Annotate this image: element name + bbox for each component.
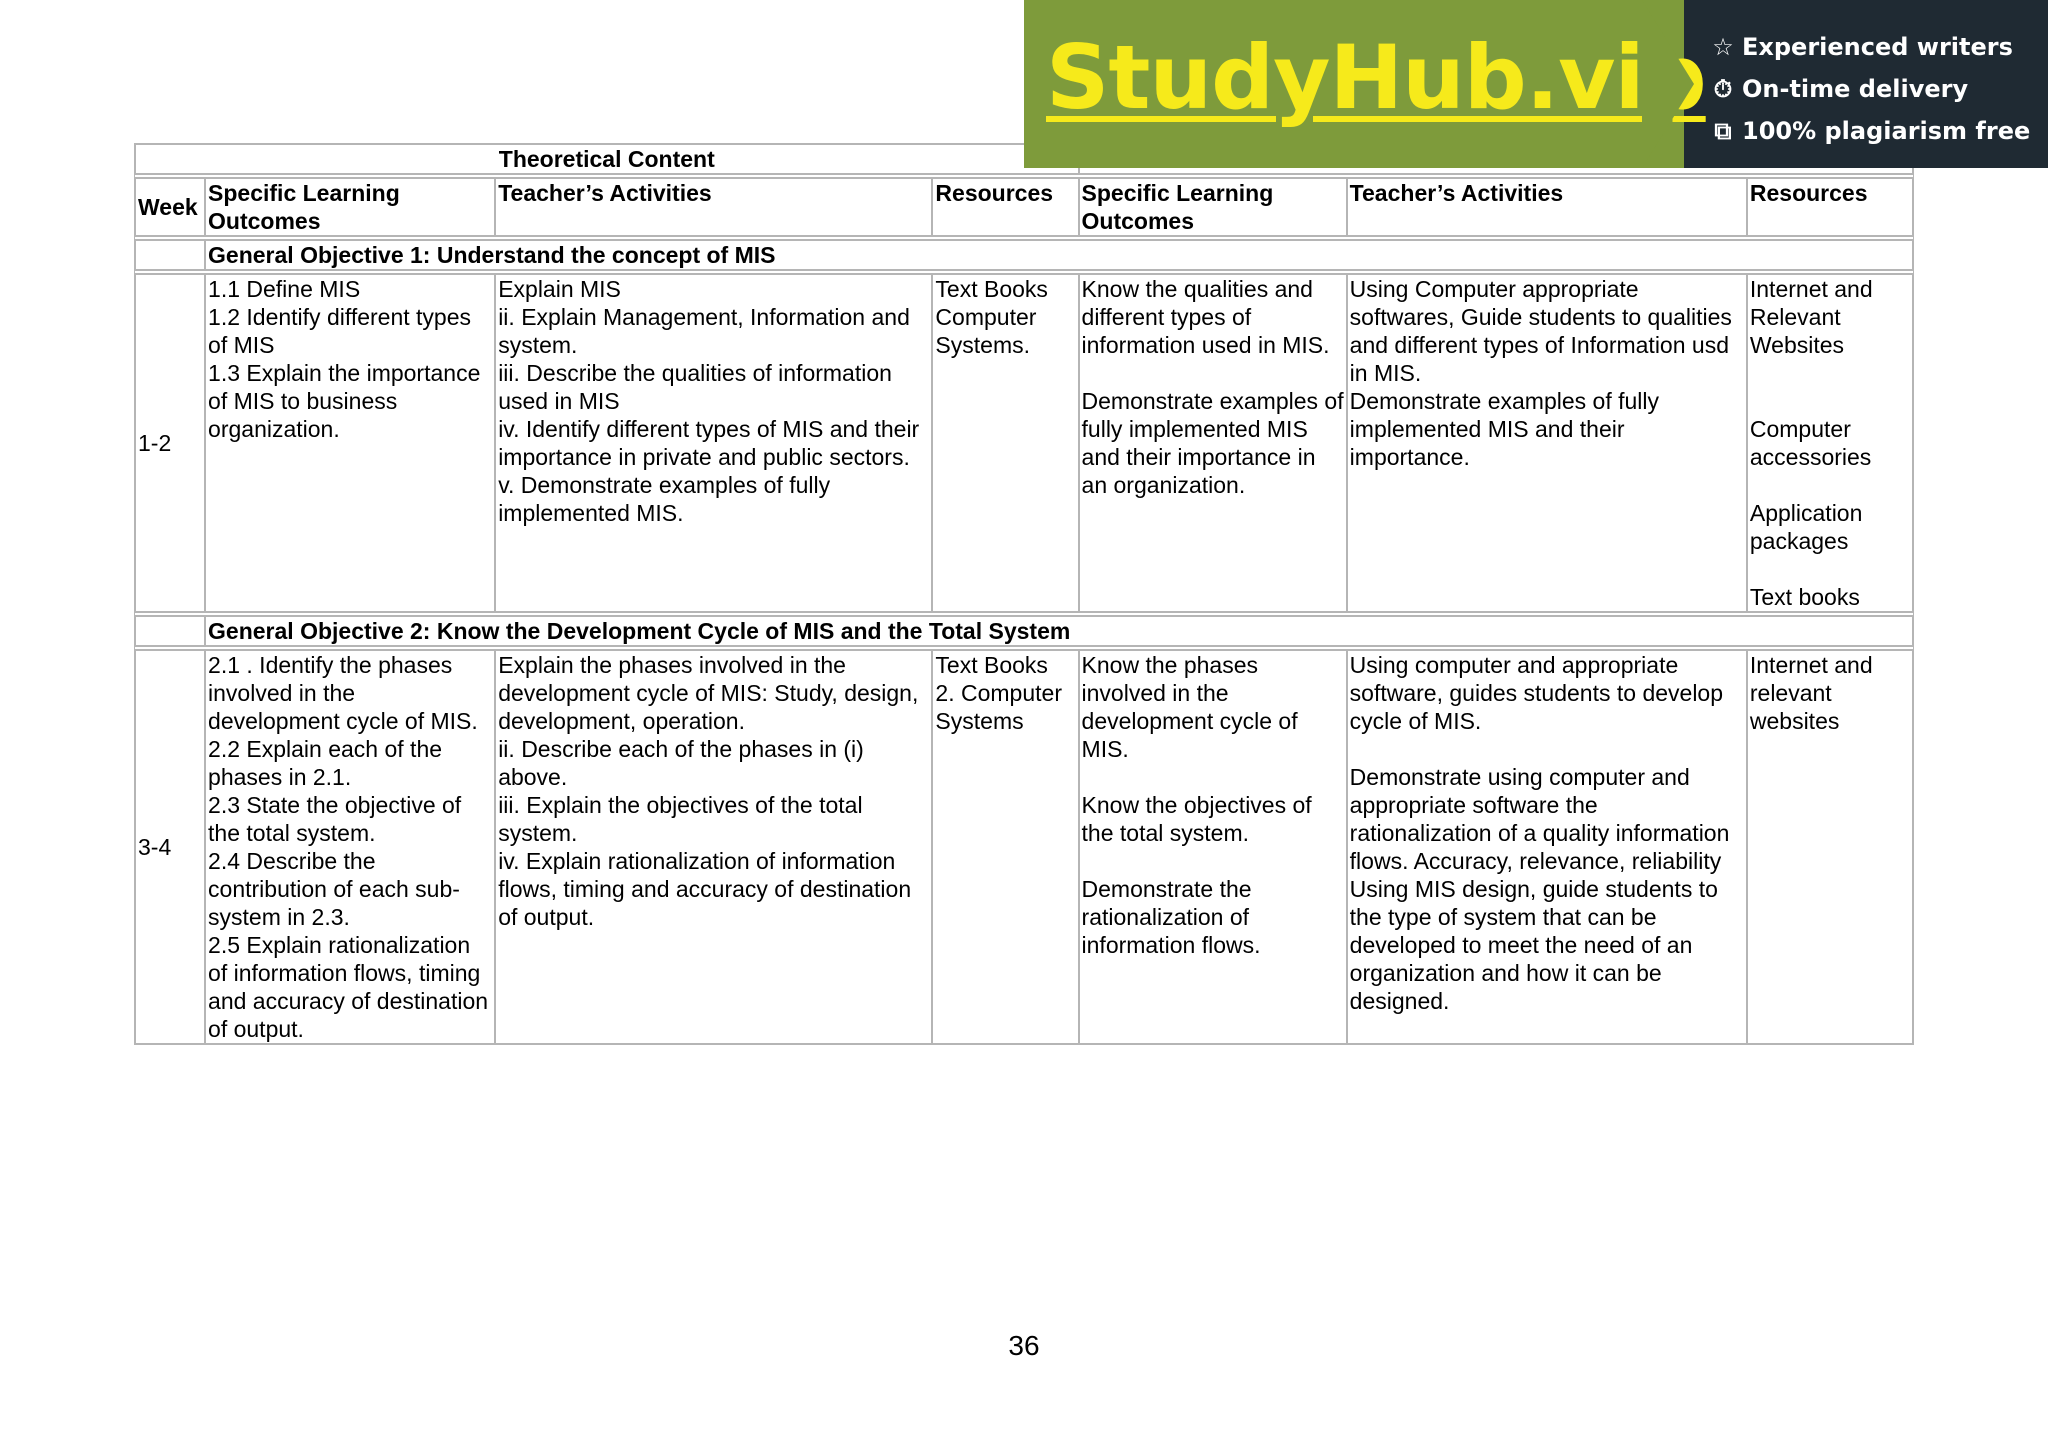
slo-practical-cell: Know the phases involved in the development cycle of MIS. Know the objectives of the total system. Demonstrate the rationalization of information flows. [1079, 650, 1347, 1044]
header-week: Week [135, 178, 205, 236]
week-cell: 1-2 [135, 274, 205, 612]
resources-practical-cell: Internet and relevant websites [1747, 650, 1913, 1044]
resources-cell: Text Books 2. Computer Systems [932, 650, 1078, 1044]
objective-week-blank [135, 616, 205, 646]
teacher-activities-cell: Explain the phases involved in the development cycle of MIS: Study, design, development, operation. ii. Describe each of the phases in (i) above. iii. Explain the objectives of the total system. iv. Explain rationalization of information flows, timing and accuracy of destination of output. [495, 650, 932, 1044]
slo-cell: 1.1 Define MIS 1.2 Identify different types of MIS 1.3 Explain the importance of MIS to business organization. [205, 274, 495, 612]
objective-row-2 [135, 616, 1913, 646]
clock-icon: ⏱ [1713, 75, 1733, 103]
header-teacher-practical: Teacher’s Activities [1347, 178, 1747, 236]
header-resources-practical: Resources [1747, 178, 1913, 236]
banner-logo-panel [1024, 0, 1706, 168]
slo-cell: 2.1 . Identify the phases involved in the development cycle of MIS. 2.2 Explain each of the phases in 2.1. 2.3 State the objective of the total system. 2.4 Describe the contribution of each sub-system in 2.3. 2.5 Explain rationalization of information flows, timing and accuracy of destination of output. [205, 650, 495, 1044]
table-row [135, 650, 1913, 1044]
star-icon: ☆ [1712, 33, 1734, 61]
header-row [135, 178, 1913, 236]
copy-icon: ⧉ [1714, 117, 1732, 145]
feature-item [1710, 68, 2030, 110]
general-objective-1: General Objective 1: Understand the concept of MIS [205, 240, 1913, 270]
section-title: Theoretical Content [135, 144, 1079, 174]
studyhub-logo: StudyHub.vip [1046, 26, 1706, 129]
curriculum-table [134, 143, 1914, 1045]
feature-item [1710, 26, 2030, 68]
header-resources: Resources [932, 178, 1078, 236]
objective-week-blank [135, 240, 205, 270]
slo-practical-cell: Know the qualities and different types of information used in MIS. Demonstrate examples of fully implemented MIS and their importance in an organization. [1079, 274, 1347, 612]
feature-label: Experienced writers [1742, 33, 2013, 61]
page-number: 36 [1008, 1330, 1040, 1361]
watermark-banner[interactable] [1024, 0, 2048, 168]
teacher-activities-cell: Explain MIS ii. Explain Management, Information and system. iii. Describe the qualities of information used in MIS iv. Identify different types of MIS and their importance in private and public sectors. v. Demonstrate examples of fully implemented MIS. [495, 274, 932, 612]
feature-label: 100% plagiarism free [1742, 117, 2031, 145]
header-slo-practical: Specific Learning Outcomes [1079, 178, 1347, 236]
feature-label: On-time delivery [1742, 75, 1969, 103]
banner-arrow-shape [1642, 0, 1694, 168]
teacher-activities-practical-cell: Using computer and appropriate software, guides students to develop cycle of MIS. Demonstrate using computer and appropriate software the rationalization of a quality information flows. Accuracy, relevance, reliability Using MIS design, guide students to the type of system that can be developed to meet the need of an organization and how it can be designed. [1347, 650, 1747, 1044]
objective-row-1 [135, 240, 1913, 270]
resources-cell: Text Books Computer Systems. [932, 274, 1078, 612]
teacher-activities-practical-cell: Using Computer appropriate softwares, Guide students to qualities and different types of Information usd in MIS. Demonstrate examples of fully implemented MIS and their importance. [1347, 274, 1747, 612]
header-teacher: Teacher’s Activities [495, 178, 932, 236]
general-objective-2: General Objective 2: Know the Development Cycle of MIS and the Total System [205, 616, 1913, 646]
feature-item [1710, 110, 2030, 152]
week-cell: 3-4 [135, 650, 205, 1044]
header-slo: Specific Learning Outcomes [205, 178, 495, 236]
feature-list [1710, 26, 2030, 152]
table-row [135, 274, 1913, 612]
resources-practical-cell: Internet and Relevant Websites Computer accessories Application packages Text books [1747, 274, 1913, 612]
